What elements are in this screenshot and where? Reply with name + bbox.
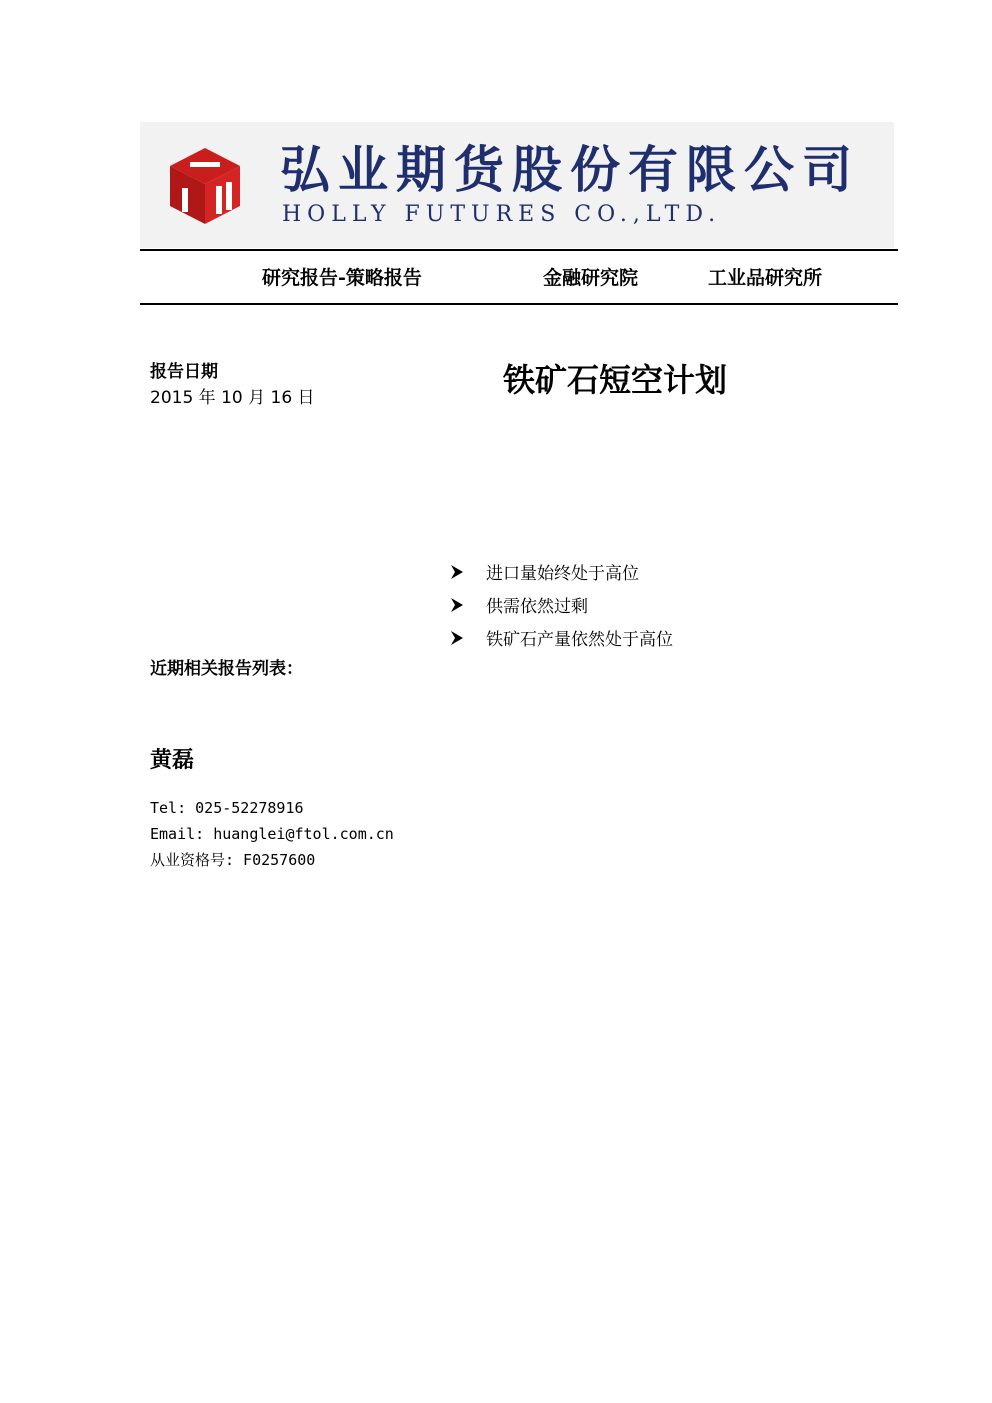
key-point-text: 铁矿石产量依然处于高位 bbox=[486, 630, 673, 650]
company-banner bbox=[140, 122, 894, 248]
key-points-list bbox=[450, 555, 673, 654]
key-point-text: 进口量始终处于高位 bbox=[486, 564, 639, 584]
report-date-label: 报告日期 bbox=[150, 362, 218, 382]
header-bottom-rule bbox=[140, 303, 898, 305]
company-name-chinese: 弘业期货股份有限公司 bbox=[280, 140, 860, 199]
report-type-label: 研究报告-策略报告 bbox=[262, 267, 422, 289]
arrow-bullet-icon bbox=[450, 597, 464, 613]
arrow-bullet-icon bbox=[450, 630, 464, 646]
author-email[interactable]: Email: huanglei@ftol.com.cn bbox=[150, 825, 394, 843]
list-item bbox=[450, 555, 673, 588]
institute-label: 金融研究院 bbox=[543, 267, 639, 289]
report-title: 铁矿石短空计划 bbox=[503, 361, 728, 399]
arrow-bullet-icon bbox=[450, 564, 464, 580]
list-item bbox=[450, 621, 673, 654]
author-name: 黄磊 bbox=[150, 747, 195, 773]
author-license: 从业资格号: F0257600 bbox=[150, 851, 316, 869]
key-point-text: 供需依然过剩 bbox=[486, 597, 588, 617]
company-name-english: HOLLY FUTURES CO.,LTD. bbox=[282, 202, 722, 227]
author-tel: Tel: 025-52278916 bbox=[150, 799, 304, 817]
report-date-value: 2015 年 10 月 16 日 bbox=[150, 388, 315, 408]
department-label: 工业品研究所 bbox=[708, 267, 823, 289]
list-item bbox=[450, 588, 673, 621]
recent-reports-label: 近期相关报告列表： bbox=[150, 659, 303, 679]
holly-futures-logo-icon bbox=[160, 138, 250, 228]
header-top-rule bbox=[140, 249, 898, 251]
